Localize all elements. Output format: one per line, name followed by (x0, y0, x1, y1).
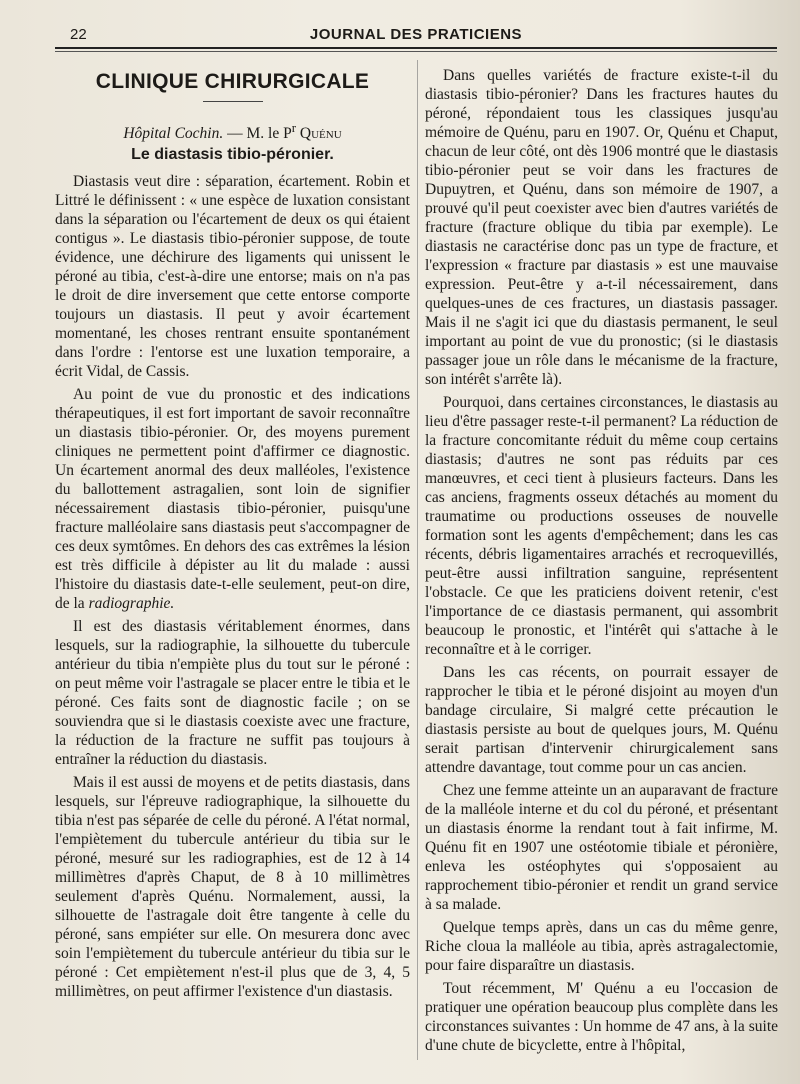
column-divider (417, 60, 418, 1060)
running-title: JOURNAL DES PRATICIENS (309, 26, 523, 43)
paragraph: Mais il est aussi de moyens et de petits diastasis, dans lesquels, sur l'épreuve radiographique, la silhouette du tibia n'est pas séparée de celle du péroné. A l'état normal, l'empiètement du tubercule antérieur du tibia sur le péroné, mesuré sur les radiographies, est de 12 à 14 millimètres d'après Chaput, de 8 à 10 millimètres seulement d'après Quénu. Normalement, aussi, la silhouette de l'astragale doit être tangente à celle du péroné, sans empiéter sur elle. On mesurera donc avec soin l'empiètement du tubercule antérieur du tibia sur le péroné : Cet empiètement n'est-il plus que de 3, 4, 5 millimètres, on peut affirmer l'existence d'un diastasis. (55, 774, 410, 1001)
left-column (55, 66, 410, 1001)
paragraph: Dans les cas récents, on pourrait essayer de rapprocher le tibia et le péroné disjoint au moyen d'un bandage circulaire, Si malgré cette précaution le diastasis persiste au bout de quelques jours, M. Quénu serait partisan d'intervenir chirurgicalement sans attendre davantage, tout comme pour un cas ancien. (425, 664, 778, 776)
paragraph: Pourquoi, dans certaines circonstances, le diastasis au lieu d'être passager reste-t-il permanent? La réduction de la fracture concomitante réduit du même coup certains diastasis; d'autres ne sont pas réduits par ces manœuvres, et ceci tient à plusieurs facteurs. Dans les cas anciens, fragments osseux détachés au moment du traumatime ou productions osseuses de nouvelle formation sont les agents d'empêchement; dans les cas récents, débris ligamentaires arrachés et recroquevillés, peut-être aussi infiltration sanguine, représentent l'obstacle. Ce que les praticiens doivent retenir, c'est l'importance de ce diastasis permanent, qui assombrit beaucoup le pronostic, et l'intérêt qui s'attache à le reconnaître et à le corriger. (425, 394, 778, 658)
section-title: CLINIQUE CHIRURGICALE (95, 70, 370, 93)
article-title: Le diastasis tibio-péronier. (131, 146, 334, 164)
title-rule (203, 101, 263, 102)
paragraph: Dans quelles variétés de fracture existe-t-il du diastasis tibio-péronier? Dans les fractures hautes du péroné, répondaient tous les classiques jusqu'au mémoire de Quénu, paru en 1907. Or, Quénu et Chaput, chacun de leur côté, ont dès 1906 montré que le diastasis tibio-péronier peut se voir dans les fractures de Dupuytren, et Quénu, dans son mémoire de 1907, a prouvé qu'il peut coexister avec bien d'autres variétés de fracture (fracture oblique du tibia par exemple). Le diastasis ne caractérise donc pas un type de fracture, et l'expression « fracture par diastasis » est une mauvaise expression. Peut-être y a-t-il nécessairement, dans quelques-unes de ces fractures, un diastasis passager. Mais il ne s'agit ici que du diastasis permanent, le seul important au point de vue du pronostic; (si le diastasis passager joue un rôle dans le mécanisme de la fracture, son intérêt s'arrête là). (425, 67, 778, 388)
running-header (55, 22, 777, 46)
paragraph-text: Au point de vue du pronostic et des indications thérapeutiques, il est fort important de savoir reconnaître un diastasis tibio-péronier. Or, des moyens purement cliniques ne permettent point d'affirmer ce diagnostic. Un écartement anormal des deux malléoles, l'existence du ballottement astragalien, sont loin de signifier nécessairement diastasis tibio-péronier, puisqu'une fracture malléolaire sans diastasis peut s'accompagner de ces deux symtômes. En dehors des cas extrêmes la lésion est très difficile à dépister au lit du malade : aussi l'histoire du diastasis date-t-elle seulement, peut-on dire, de la (55, 386, 410, 613)
hospital-line (55, 118, 410, 143)
header-rule (55, 47, 777, 49)
page-number: 22 (70, 26, 87, 43)
hospital-name: Hôpital Cochin. (123, 125, 224, 143)
paragraph (55, 385, 410, 613)
paragraph: Chez une femme atteinte un an auparavant de fracture de la malléole interne et du col du péroné, et présentant un diastasis énorme la rendant tout à fait infirme, M. Quénu fit en 1907 une ostéotomie tibiale et péronière, enleva les ostéophytes qui s'opposaient au rapprochement tibio-péronier et rendit un grand service à sa malade. (425, 782, 778, 913)
paragraph: Diastasis veut dire : séparation, écartement. Robin et Littré le définissent : « une espèce de luxation consistant dans la séparation ou l'écartement de deux os qui étaient contigus ». Le diastasis tibio-péronier suppose, de toute évidence, une déchirure des ligaments qui unissent le péroné au tibia, c'est-à-dire une entorse; mais on n'a pas le droit de dire inversement que cette entorse comporte toujours un diastasis. Il peut y avoir écartement momentané, les choses rentrant ensuite spontanément dans l'ordre : l'entorse est une luxation temporaire, a écrit Vidal, de Cassis. (55, 173, 410, 381)
hospital-author-prefix: — M. le P (223, 125, 292, 143)
author-name: Quénu (299, 125, 342, 143)
hospital-author-sup: r (291, 120, 297, 135)
header-rule-thin (55, 51, 777, 52)
paragraph: Il est des diastasis véritablement énormes, dans lesquels, sur la radiographie, la silhouette du tubercule antérieur du tibia n'empiète plus du tout sur le péroné : on peut même voir l'astragale se placer entre le tibia et le péroné. Ces faits sont de diagnostic facile ; on se souviendra que si le diastasis coexiste avec une fracture, la réduction de la fracture ne suffit pas toujours à entraîner la réduction du diastasis. (55, 618, 410, 769)
paragraph: Tout récemment, M' Quénu a eu l'occasion de pratiquer une opération beaucoup plus complète dans les circonstances suivantes : Un homme de 47 ans, à la suite d'une chute de bicyclette, entre à l'hôpital, (425, 980, 778, 1054)
paragraph: Quelque temps après, dans un cas du même genre, Riche cloua la malléole au tibia, après astragalectomie, pour faire disparaître un diastasis. (425, 919, 778, 974)
paragraph-italic: radiographie. (88, 595, 175, 613)
right-column (425, 66, 778, 1055)
